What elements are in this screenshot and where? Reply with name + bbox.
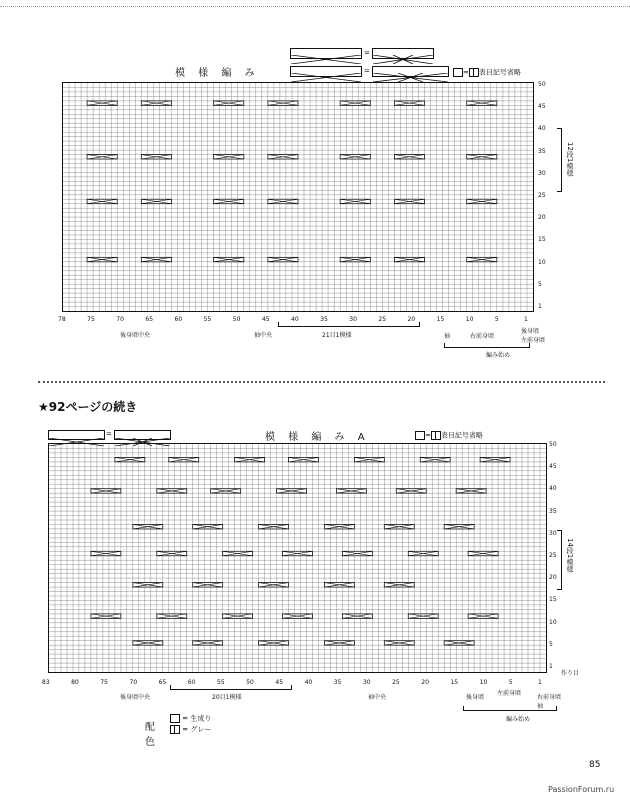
bottom-x-tick: 5 <box>508 679 513 686</box>
bottom-center-back-label: 後身頃中央 <box>120 694 151 701</box>
top-repeat-sts: 21目1模様 <box>322 332 352 339</box>
bottom-legend-cable-a <box>48 430 105 440</box>
top-left-front-label: 左前身頃 <box>521 337 546 344</box>
top-y-tick: 40 <box>538 125 546 133</box>
bottom-legend-equals: = <box>106 430 112 438</box>
top-x-tick: 30 <box>349 316 357 323</box>
top-legend-cable-1b <box>372 48 434 59</box>
top-y-tick: 35 <box>538 147 546 155</box>
bottom-x-tick: 25 <box>392 679 400 686</box>
bottom-right-front-label: 右前身頃 <box>537 694 562 701</box>
bottom-x-tick: 15 <box>450 679 459 686</box>
top-x-tick: 40 <box>291 316 299 323</box>
bottom-x-tick: 80 <box>71 679 79 686</box>
bottom-x-tick: 50 <box>246 679 254 686</box>
top-legend-cable-1 <box>290 48 362 59</box>
top-x-tick: 10 <box>465 316 474 323</box>
blank-square-icon <box>415 431 425 440</box>
bottom-x-tick: 10 <box>479 679 488 686</box>
top-y-tick: 10 <box>538 258 546 266</box>
top-right-front-label: 右前身頃 <box>470 333 495 340</box>
page-number: 85 <box>589 760 601 770</box>
top-start-label: 編み始め <box>486 352 511 359</box>
top-repeat-rows: 12段1模様 <box>566 142 574 177</box>
top-legend-cable-2b <box>372 66 449 77</box>
bottom-y-tick: 35 <box>549 507 557 515</box>
bottom-cast-on-label: 作り目 <box>561 670 580 677</box>
bottom-repeat-sts: 20目1模様 <box>212 694 242 701</box>
top-y-tick: 20 <box>538 214 546 222</box>
topGrid-lines <box>63 83 533 311</box>
top-legend-omit: = 表目記号省略 <box>453 68 521 77</box>
bottom-left-front-label: 左前身頃 <box>497 690 522 697</box>
botGrid-lines <box>49 444 546 672</box>
bottom-repeat-rows-bracket <box>557 530 562 590</box>
top-start-bracket <box>444 343 530 348</box>
bottom-y-tick: 10 <box>549 618 557 626</box>
top-x-tick: 25 <box>378 316 387 323</box>
top-x-tick: 50 <box>232 316 241 323</box>
bottom-y-tick: 20 <box>549 574 557 582</box>
top-y-tick: 1 <box>538 303 542 310</box>
section-separator <box>38 381 605 386</box>
top-sleeve-center-label: 袖中央 <box>254 332 273 339</box>
color-key-item2: = グレー <box>182 725 212 734</box>
bottom-y-tick: 1 <box>549 663 553 670</box>
bottom-x-tick: 83 <box>42 679 50 686</box>
top-x-tick: 20 <box>407 316 416 323</box>
undyed-color-swatch-icon <box>170 714 180 723</box>
bottom-y-tick: 50 <box>549 441 557 448</box>
bottom-y-tick: 40 <box>549 485 557 493</box>
bottom-legend-cable-b <box>114 430 171 440</box>
bottom-x-tick: 40 <box>304 679 313 686</box>
top-ornament-rule <box>0 0 630 7</box>
top-repeat-rows-bracket <box>557 128 562 192</box>
top-y-tick: 30 <box>538 169 546 177</box>
bottom-x-tick: 60 <box>187 679 196 686</box>
top-repeat-sts-bracket <box>278 322 420 327</box>
top-knitting-chart-grid <box>62 82 534 312</box>
section-heading: ★92ページの続き <box>38 400 138 414</box>
top-legend-equals-2: = <box>364 67 370 75</box>
bottom-x-tick: 1 <box>538 679 542 686</box>
top-chart-title: 模 様 編 み <box>175 68 260 79</box>
top-y-tick: 45 <box>538 103 546 111</box>
top-legend-cable-2 <box>290 66 362 77</box>
top-x-tick: 15 <box>436 316 445 323</box>
knit-symbol-icon <box>431 431 441 440</box>
top-x-tick: 35 <box>320 316 328 323</box>
bottom-y-tick: 45 <box>549 463 557 471</box>
top-y-tick: 5 <box>538 280 542 288</box>
watermark: PassionForum.ru <box>548 785 615 794</box>
bottom-y-tick: 25 <box>549 552 557 559</box>
bottom-x-tick: 35 <box>333 679 342 686</box>
bottom-sleeve-label: 袖 <box>537 703 544 710</box>
bottom-start-bracket <box>463 706 557 711</box>
top-x-tick: 65 <box>145 316 154 323</box>
top-x-tick: 60 <box>174 316 183 323</box>
bottom-knitting-chart-grid <box>48 443 547 673</box>
top-x-tick: 55 <box>203 316 212 323</box>
color-key-item1: = 生成り <box>182 714 212 723</box>
bottom-y-tick: 5 <box>549 640 553 648</box>
bottom-sleeve-center-label: 袖中央 <box>368 694 387 701</box>
gray-color-swatch-icon <box>170 725 180 734</box>
bottom-y-tick: 15 <box>549 596 557 604</box>
color-key-label: 配色 <box>145 722 155 748</box>
knit-symbol-icon <box>469 68 479 77</box>
bottom-start-label: 編み始め <box>506 716 531 723</box>
bottom-x-tick: 70 <box>129 679 138 686</box>
top-y-tick: 15 <box>538 236 546 244</box>
top-center-back-label: 後身頃中央 <box>120 332 151 339</box>
top-x-tick: 45 <box>261 316 270 323</box>
top-legend-equals-1: = <box>364 49 370 57</box>
top-x-tick: 1 <box>524 316 528 323</box>
bottom-repeat-sts-bracket <box>170 685 292 690</box>
bottom-x-tick: 55 <box>217 679 225 686</box>
bottom-x-tick: 20 <box>421 679 429 686</box>
bottom-y-tick: 30 <box>549 529 557 537</box>
bottom-repeat-rows: 14段1模様 <box>566 538 574 573</box>
top-sleeve-label: 袖 <box>444 333 451 340</box>
top-x-tick: 75 <box>87 316 95 323</box>
bottom-x-tick: 45 <box>275 679 284 686</box>
bottom-chart-title: 模 様 編 み A <box>265 432 370 443</box>
top-x-tick: 70 <box>116 316 124 323</box>
bottom-x-tick: 30 <box>362 679 371 686</box>
top-y-tick: 50 <box>538 81 546 88</box>
top-y-tick: 25 <box>538 192 546 199</box>
top-back-label: 後身頃 <box>521 328 540 335</box>
bottom-x-tick: 65 <box>158 679 167 686</box>
bottom-x-tick: 75 <box>100 679 108 686</box>
top-x-tick: 78 <box>58 316 66 323</box>
blank-square-icon <box>453 68 463 77</box>
top-x-tick: 5 <box>494 316 499 323</box>
bottom-back-label: 後身頃 <box>466 694 485 701</box>
bottom-legend-omit: = 表目記号省略 <box>415 431 483 440</box>
